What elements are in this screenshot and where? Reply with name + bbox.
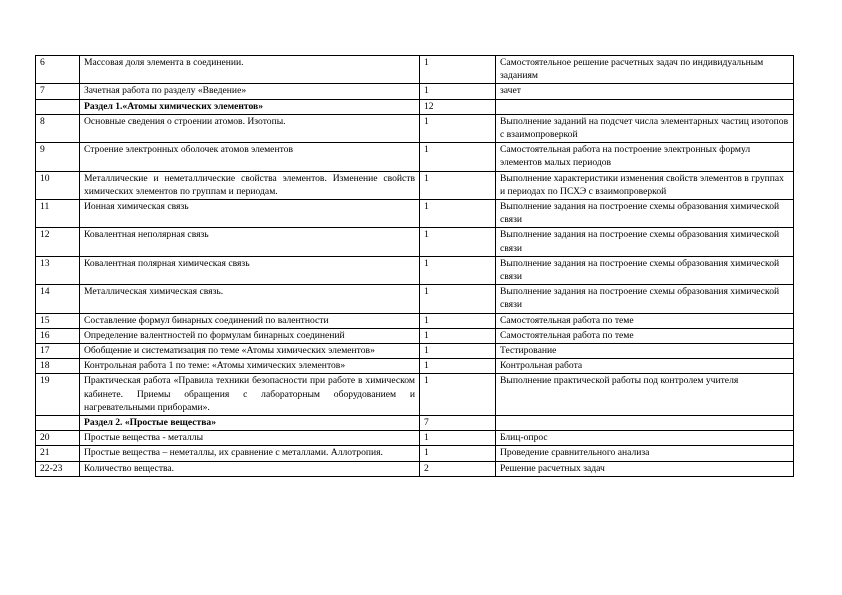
- lesson-number: 6: [36, 56, 80, 84]
- table-row: [36, 114, 794, 142]
- lesson-number: 21: [36, 446, 80, 461]
- table-row: [36, 328, 794, 343]
- lesson-hours: 1: [420, 228, 496, 256]
- table-row: [36, 344, 794, 359]
- section-title: Раздел 2. «Простые вещества»: [80, 416, 420, 431]
- table-row: [36, 446, 794, 461]
- table-row: [36, 374, 794, 416]
- lesson-number: 22-23: [36, 461, 80, 476]
- lesson-number: 17: [36, 344, 80, 359]
- lesson-topic: Ковалентная неполярная связь: [80, 228, 420, 256]
- lesson-topic: Металлические и неметаллические свойства элементов. Изменение свойств химических элементов по группам и периодам.: [80, 171, 420, 199]
- lesson-activity: Проведение сравнительного анализа: [496, 446, 794, 461]
- lesson-activity: Самостоятельное решение расчетных задач по индивидуальным заданиям: [496, 56, 794, 84]
- lesson-activity: Выполнение задания на построение схемы образования химической связи: [496, 228, 794, 256]
- table-row: [36, 256, 794, 284]
- lesson-hours: 1: [420, 143, 496, 171]
- lesson-topic: Ковалентная полярная химическая связь: [80, 256, 420, 284]
- lesson-hours: 1: [420, 200, 496, 228]
- lesson-activity: Выполнение задания на построение схемы образования химической связи: [496, 256, 794, 284]
- lesson-activity: Самостоятельная работа на построение электронных формул элементов малых периодов: [496, 143, 794, 171]
- lesson-topic: Составление формул бинарных соединений по валентности: [80, 313, 420, 328]
- lesson-number: 7: [36, 84, 80, 99]
- lesson-activity: Решение расчетных задач: [496, 461, 794, 476]
- table-row: [36, 228, 794, 256]
- table-row: [36, 171, 794, 199]
- lesson-activity: зачет: [496, 84, 794, 99]
- lesson-plan-body: [36, 56, 794, 477]
- lesson-number: 19: [36, 374, 80, 416]
- lesson-topic: Простые вещества – неметаллы, их сравнение с металлами. Аллотропия.: [80, 446, 420, 461]
- lesson-activity: [496, 416, 794, 431]
- lesson-topic: Определение валентностей по формулам бинарных соединений: [80, 328, 420, 343]
- lesson-topic: Контрольная работа 1 по теме: «Атомы химических элементов»: [80, 359, 420, 374]
- lesson-number: 11: [36, 200, 80, 228]
- lesson-topic: Ионная химическая связь: [80, 200, 420, 228]
- lesson-hours: 1: [420, 431, 496, 446]
- table-row: [36, 285, 794, 313]
- lesson-activity: Выполнение заданий на подсчет числа элементарных частиц изотопов с взаимопроверкой: [496, 114, 794, 142]
- lesson-activity: Выполнение задания на построение схемы образования химической связи: [496, 285, 794, 313]
- lesson-number: 10: [36, 171, 80, 199]
- section-row: [36, 416, 794, 431]
- lesson-activity: Блиц-опрос: [496, 431, 794, 446]
- section-hours: 7: [420, 416, 496, 431]
- lesson-topic: Массовая доля элемента в соединении.: [80, 56, 420, 84]
- lesson-topic: Зачетная работа по разделу «Введение»: [80, 84, 420, 99]
- section-row: [36, 99, 794, 114]
- lesson-activity: Выполнение задания на построение схемы образования химической связи: [496, 200, 794, 228]
- lesson-activity: Самостоятельная работа по теме: [496, 313, 794, 328]
- lesson-hours: 1: [420, 171, 496, 199]
- lesson-number: 14: [36, 285, 80, 313]
- lesson-topic: Обобщение и систематизация по теме «Атомы химических элементов»: [80, 344, 420, 359]
- lesson-number: 16: [36, 328, 80, 343]
- lesson-number: 12: [36, 228, 80, 256]
- lesson-number: 20: [36, 431, 80, 446]
- lesson-activity: Самостоятельная работа по теме: [496, 328, 794, 343]
- lesson-hours: 1: [420, 56, 496, 84]
- lesson-topic: Строение электронных оболочек атомов элементов: [80, 143, 420, 171]
- table-row: [36, 313, 794, 328]
- lesson-number: [36, 416, 80, 431]
- lesson-hours: 2: [420, 461, 496, 476]
- lesson-topic: Практическая работа «Правила техники безопасности при работе в химическом кабинете. Приемы обращения с лабораторным оборудованием и нагревательными приборами».: [80, 374, 420, 416]
- lesson-activity: [496, 99, 794, 114]
- table-row: [36, 359, 794, 374]
- lesson-hours: 1: [420, 344, 496, 359]
- lesson-number: 8: [36, 114, 80, 142]
- lesson-hours: 1: [420, 446, 496, 461]
- lesson-hours: 1: [420, 84, 496, 99]
- lesson-hours: 1: [420, 313, 496, 328]
- lesson-topic: Количество вещества.: [80, 461, 420, 476]
- lesson-hours: 1: [420, 285, 496, 313]
- table-row: [36, 56, 794, 84]
- lesson-activity: Выполнение характеристики изменения свойств элементов в группах и периодах по ПСХЭ с взаимопроверкой: [496, 171, 794, 199]
- lesson-number: 9: [36, 143, 80, 171]
- table-row: [36, 200, 794, 228]
- table-row: [36, 431, 794, 446]
- table-row: [36, 84, 794, 99]
- lesson-topic: Металлическая химическая связь.: [80, 285, 420, 313]
- lesson-hours: 1: [420, 374, 496, 416]
- table-row: [36, 143, 794, 171]
- section-hours: 12: [420, 99, 496, 114]
- lesson-number: 13: [36, 256, 80, 284]
- lesson-activity: Тестирование: [496, 344, 794, 359]
- lesson-activity: Выполнение практической работы под контролем учителя: [496, 374, 794, 416]
- lesson-hours: 1: [420, 256, 496, 284]
- table-row: [36, 461, 794, 476]
- lesson-plan-table: [35, 55, 794, 477]
- section-title: Раздел 1.«Атомы химических элементов»: [80, 99, 420, 114]
- lesson-topic: Основные сведения о строении атомов. Изотопы.: [80, 114, 420, 142]
- lesson-activity: Контрольная работа: [496, 359, 794, 374]
- lesson-hours: 1: [420, 359, 496, 374]
- lesson-number: 18: [36, 359, 80, 374]
- lesson-number: 15: [36, 313, 80, 328]
- lesson-number: [36, 99, 80, 114]
- lesson-topic: Простые вещества - металлы: [80, 431, 420, 446]
- lesson-hours: 1: [420, 114, 496, 142]
- lesson-hours: 1: [420, 328, 496, 343]
